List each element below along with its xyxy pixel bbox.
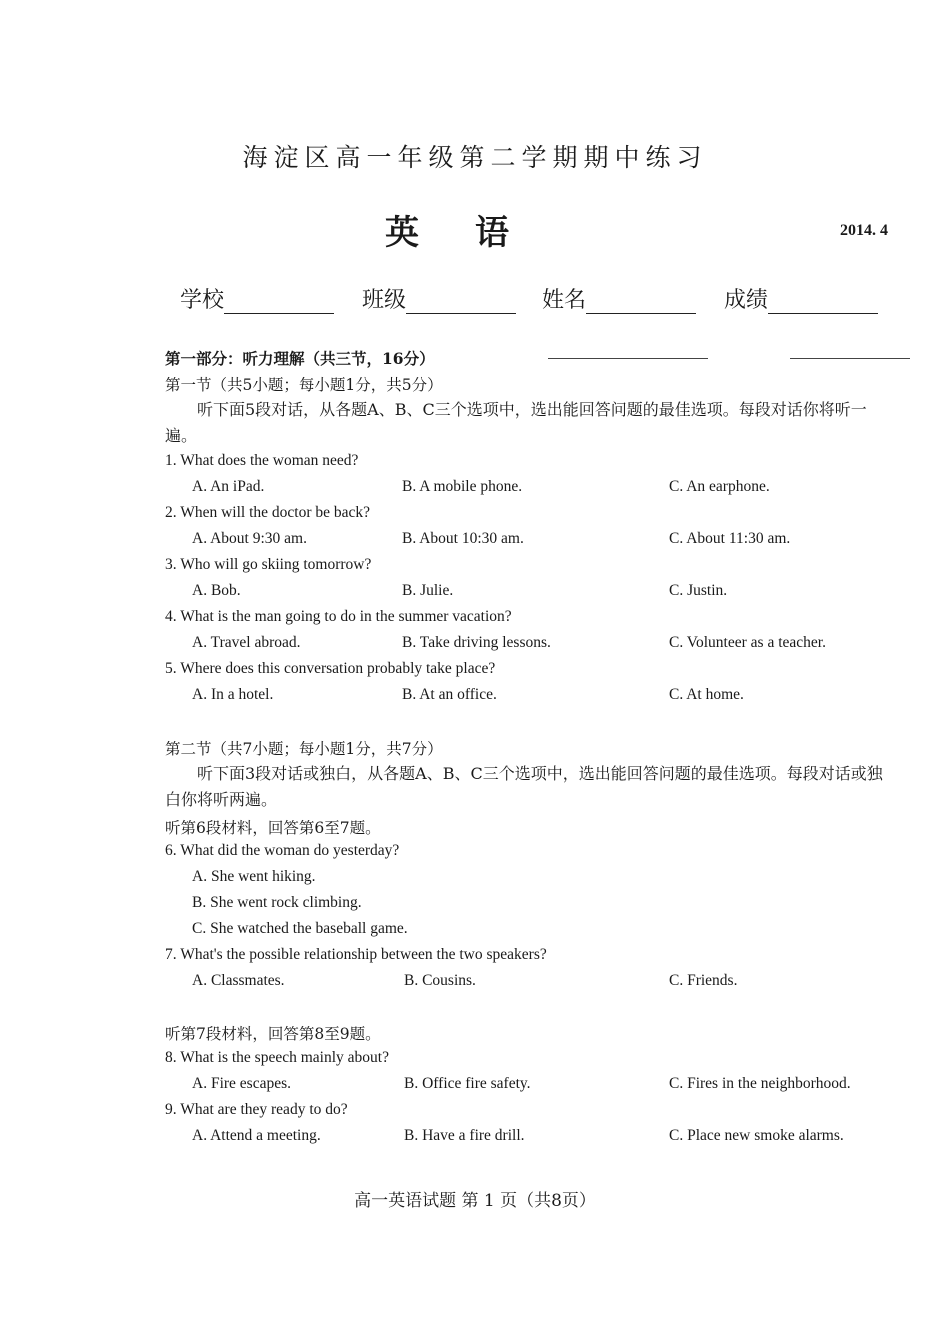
divider	[548, 358, 708, 359]
q8-option-b: B. Office fire safety.	[404, 1075, 531, 1092]
question-6: 6. What did the woman do yesterday?	[165, 842, 400, 859]
section2-instructions: 听下面3段对话或独白，从各题A、B、C三个选项中，选出能回答问题的最佳选项。每段对话或独白你将听两遍。	[165, 764, 883, 809]
name-label: 姓名	[542, 288, 587, 313]
q1-option-a: A. An iPad.	[192, 478, 265, 495]
q5-option-c: C. At home.	[669, 686, 744, 703]
q8-option-a: A. Fire escapes.	[192, 1075, 291, 1092]
question-2: 2. When will the doctor be back?	[165, 504, 371, 521]
exam-date: 2014. 4	[840, 222, 888, 239]
q5-option-b: B. At an office.	[402, 686, 497, 703]
q1-option-c: C. An earphone.	[669, 478, 770, 495]
score-blank	[768, 291, 878, 314]
q4-option-a: A. Travel abroad.	[192, 634, 301, 651]
q9-option-b: B. Have a fire drill.	[404, 1127, 525, 1144]
name-blank	[586, 291, 696, 314]
material-6-instruction: 听第6段材料，回答第6至7题。	[165, 819, 381, 837]
class-field	[362, 283, 516, 314]
q9-option-c: C. Place new smoke alarms.	[669, 1127, 844, 1144]
q7-option-b: B. Cousins.	[404, 972, 476, 989]
q1-option-b: B. A mobile phone.	[402, 478, 523, 495]
score-field	[724, 283, 878, 314]
school-field	[180, 283, 334, 314]
q3-option-b: B. Julie.	[402, 582, 454, 599]
q6-option-b: B. She went rock climbing.	[192, 894, 362, 911]
question-5: 5. Where does this conversation probably take place?	[165, 660, 496, 677]
q4-option-c: C. Volunteer as a teacher.	[669, 634, 826, 651]
score-label: 成绩	[724, 288, 769, 313]
school-blank	[224, 291, 334, 314]
q5-option-a: A. In a hotel.	[192, 686, 274, 703]
q4-option-b: B. Take driving lessons.	[402, 634, 551, 651]
class-blank	[406, 291, 516, 314]
q6-option-c: C. She watched the baseball game.	[192, 920, 408, 937]
class-label: 班级	[362, 288, 407, 313]
q8-option-c: C. Fires in the neighborhood.	[669, 1075, 851, 1092]
q7-option-c: C. Friends.	[669, 972, 738, 989]
q3-option-c: C. Justin.	[669, 582, 728, 599]
q2-option-a: A. About 9:30 am.	[192, 530, 307, 547]
section1-title: 第一节（共5小题；每小题1分，共5分）	[165, 376, 443, 394]
school-label: 学校	[180, 288, 225, 313]
q2-option-c: C. About 11:30 am.	[669, 530, 791, 547]
page-footer: 高一英语试题 第 1 页（共8页）	[354, 1191, 596, 1211]
divider	[790, 358, 910, 359]
subject-heading: 英语	[385, 213, 565, 253]
question-1: 1. What does the woman need?	[165, 452, 359, 469]
section1-instructions: 听下面5段对话，从各题A、B、C三个选项中，选出能回答问题的最佳选项。每段对话你将听一遍。	[165, 400, 867, 445]
question-4: 4. What is the man going to do in the summer vacation?	[165, 608, 512, 625]
material-7-instruction: 听第7段材料，回答第8至9题。	[165, 1025, 381, 1043]
part1-title: 第一部分：听力理解（共三节，16分）	[165, 349, 435, 368]
q6-option-a: A. She went hiking.	[192, 868, 316, 885]
section2-title: 第二节（共7小题；每小题1分，共7分）	[165, 740, 443, 758]
page-title: 海淀区高一年级第二学期期中练习	[242, 143, 708, 172]
q9-option-a: A. Attend a meeting.	[192, 1127, 321, 1144]
question-7: 7. What's the possible relationship between the two speakers?	[165, 946, 547, 963]
q2-option-b: B. About 10:30 am.	[402, 530, 524, 547]
question-8: 8. What is the speech mainly about?	[165, 1049, 389, 1066]
question-3: 3. Who will go skiing tomorrow?	[165, 556, 372, 573]
name-field	[542, 283, 696, 314]
q7-option-a: A. Classmates.	[192, 972, 285, 989]
q3-option-a: A. Bob.	[192, 582, 241, 599]
question-9: 9. What are they ready to do?	[165, 1101, 348, 1118]
